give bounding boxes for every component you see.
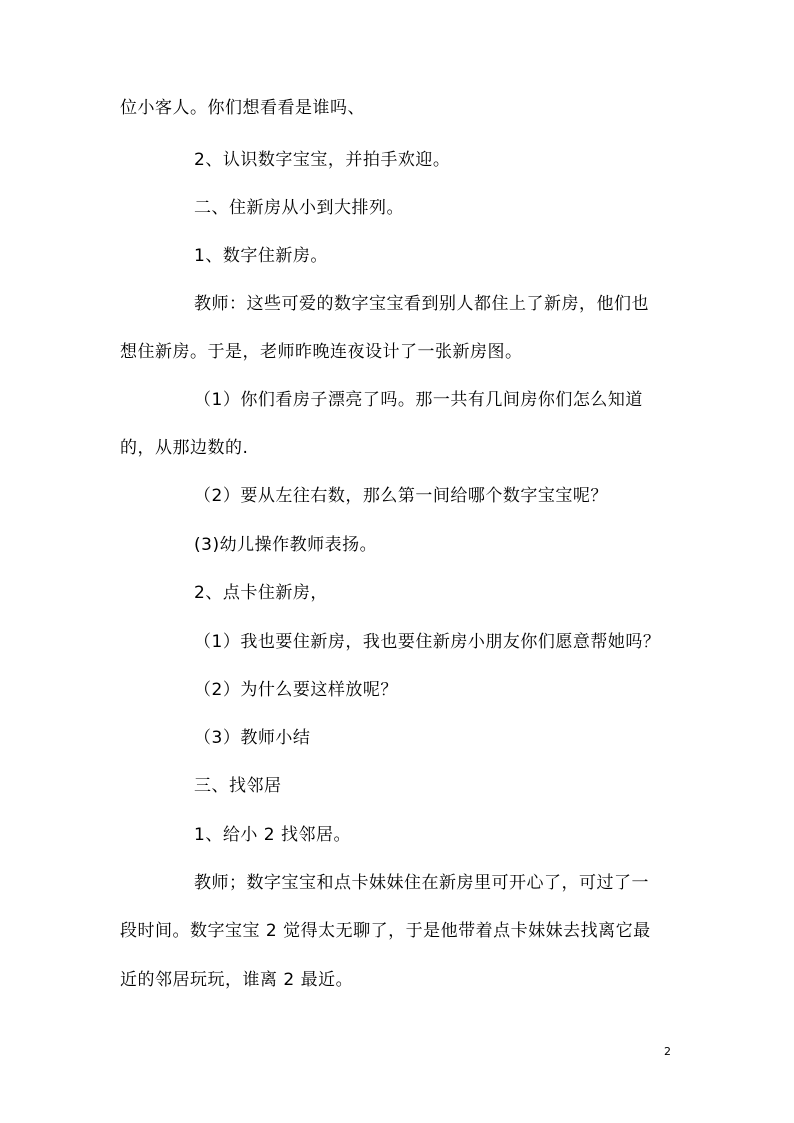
- text-line: （2）要从左往右数，那么第一间给哪个数字宝宝呢？: [194, 486, 608, 506]
- text-line: 1、数字住新房。: [194, 246, 328, 266]
- text-line: 的，从那边数的.: [120, 438, 249, 458]
- section-heading: 二、住新房从小到大排列。: [194, 198, 404, 218]
- text-line: 想住新房。于是，老师昨晚连夜设计了一张新房图。: [120, 342, 523, 362]
- text-line: 教师：这些可爱的数字宝宝看到别人都住上了新房，他们也: [194, 294, 649, 314]
- text-line: 段时间。数字宝宝 2 觉得太无聊了，于是他带着点卡妹妹去找离它最: [120, 921, 651, 941]
- text-line: 教师；数字宝宝和点卡妹妹住在新房里可开心了，可过了一: [194, 873, 649, 893]
- text-line: 位小客人。你们想看看是谁吗、: [120, 98, 365, 118]
- page-number: 2: [664, 1045, 671, 1058]
- text-line: （3）教师小结: [194, 728, 311, 748]
- text-line: 2、认识数字宝宝，并拍手欢迎。: [194, 150, 451, 170]
- text-line: 1、给小 2 找邻居。: [194, 825, 351, 845]
- text-line: （1）你们看房子漂亮了吗。那一共有几间房你们怎么知道: [194, 390, 643, 410]
- text-line: （1）我也要住新房，我也要住新房小朋友你们愿意帮她吗？: [194, 632, 661, 652]
- text-line: （2）为什么要这样放呢？: [194, 680, 398, 700]
- text-line: 近的邻居玩玩，谁离 2 最近。: [120, 970, 354, 990]
- section-heading: 三、找邻居: [194, 776, 282, 796]
- text-line: (3)幼儿操作教师表扬。: [194, 535, 378, 555]
- text-line: 2、点卡住新房，: [194, 583, 328, 603]
